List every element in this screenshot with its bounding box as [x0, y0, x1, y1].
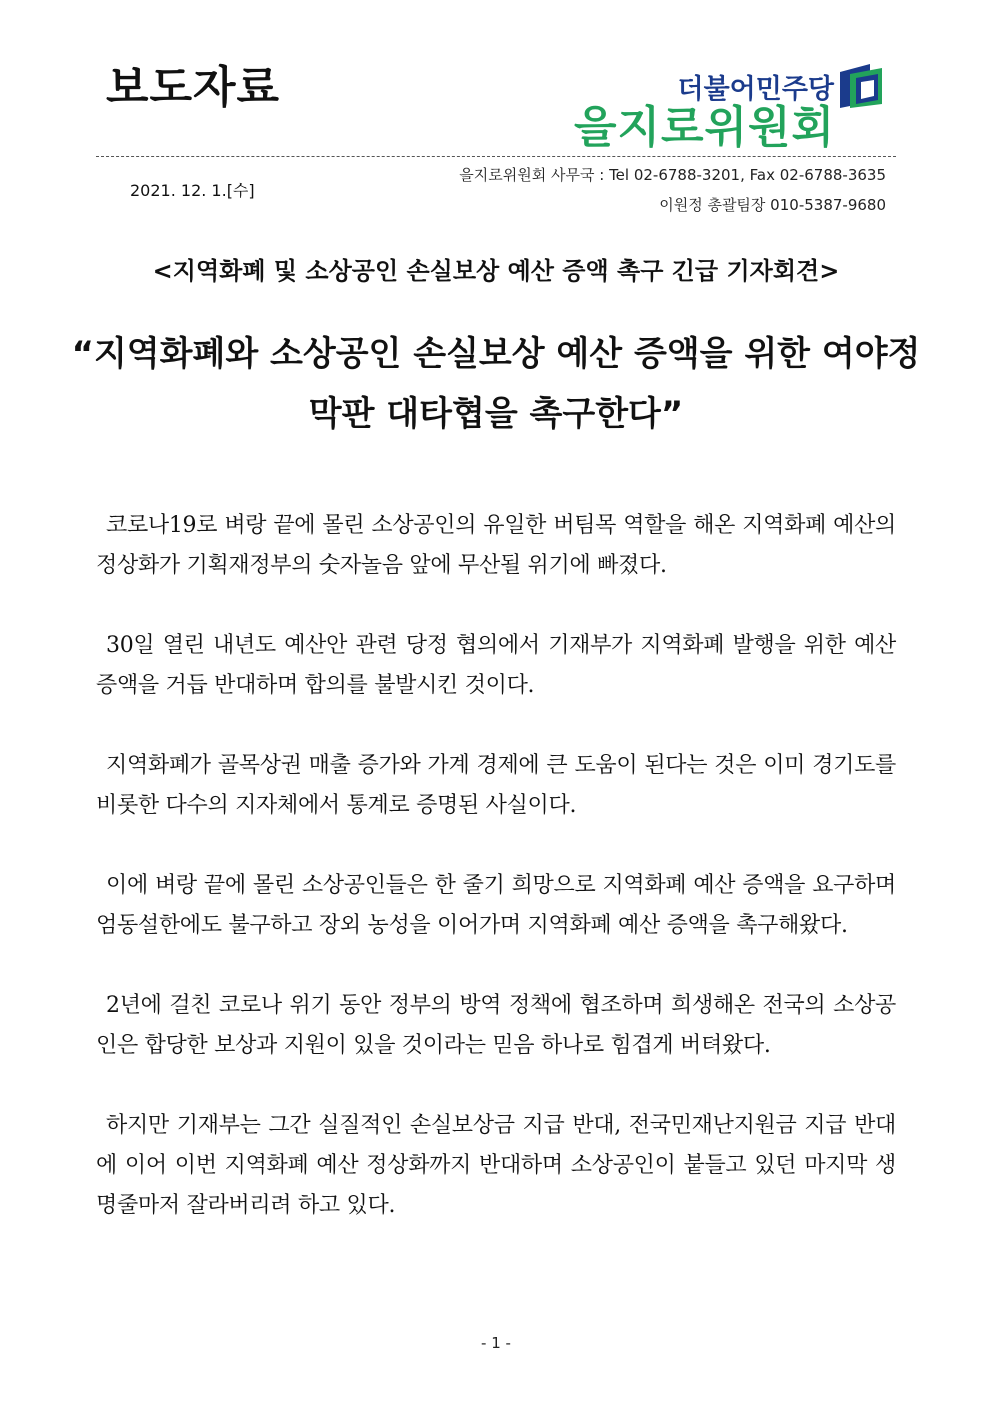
body-text — [96, 506, 896, 1266]
event-subtitle: <지역화폐 및 소상공인 손실보상 예산 증액 촉구 긴급 기자회견> — [152, 257, 840, 285]
headline-line-1: “지역화폐와 소상공인 손실보상 예산 증액을 위한 여야정 — [71, 334, 921, 374]
headline — [0, 324, 992, 444]
contact-office: 을지로위원회 사무국 : Tel 02-6788-3201, Fax 02-6788-3635 — [459, 166, 886, 184]
paragraph: 코로나19로 벼랑 끝에 몰린 소상공인의 유일한 버팀목 역할을 해온 지역화폐 예산의 정상화가 기획재정부의 숫자놀음 앞에 무산될 위기에 빠졌다. — [96, 513, 896, 578]
logo-party-name: 더불어민주당 — [677, 74, 834, 105]
headline-line-2: 막판 대타협을 촉구한다” — [308, 394, 684, 434]
release-date: 2021. 12. 1.[수] — [130, 181, 255, 200]
contact-person: 이원정 총괄팀장 010-5387-9680 — [659, 196, 886, 214]
paragraph: 하지만 기재부는 그간 실질적인 손실보상금 지급 반대, 전국민재난지원금 지급 반대에 이어 이번 지역화폐 예산 정상화까지 반대하며 소상공인이 붙들고 있던 마지막 생명줄마저 잘라버리려 하고 있다. — [96, 1113, 896, 1218]
paragraph: 2년에 걸친 코로나 위기 동안 정부의 방역 정책에 협조하며 희생해온 전국의 소상공인은 합당한 보상과 지원이 있을 것이라는 믿음 하나로 힘겹게 버텨왔다. — [96, 993, 896, 1058]
header-divider — [96, 156, 896, 157]
paragraph: 30일 열린 내년도 예산안 관련 당정 협의에서 기재부가 지역화폐 발행을 위한 예산 증액을 거듭 반대하며 합의를 불발시킨 것이다. — [96, 633, 896, 698]
flag-mark-icon — [836, 62, 888, 110]
paragraph: 이에 벼랑 끝에 몰린 소상공인들은 한 줄기 희망으로 지역화폐 예산 증액을 요구하며 엄동설한에도 불구하고 장외 농성을 이어가며 지역화폐 예산 증액을 촉구해왔다. — [96, 873, 896, 938]
committee-logo — [560, 60, 890, 154]
page-number: - 1 - — [481, 1334, 511, 1352]
logo-committee-name: 을지로위원회 — [574, 102, 836, 153]
doc-type-title: 보도자료 — [106, 62, 281, 113]
paragraph: 지역화폐가 골목상권 매출 증가와 가계 경제에 큰 도움이 된다는 것은 이미 경기도를 비롯한 다수의 지자체에서 통계로 증명된 사실이다. — [96, 753, 896, 818]
